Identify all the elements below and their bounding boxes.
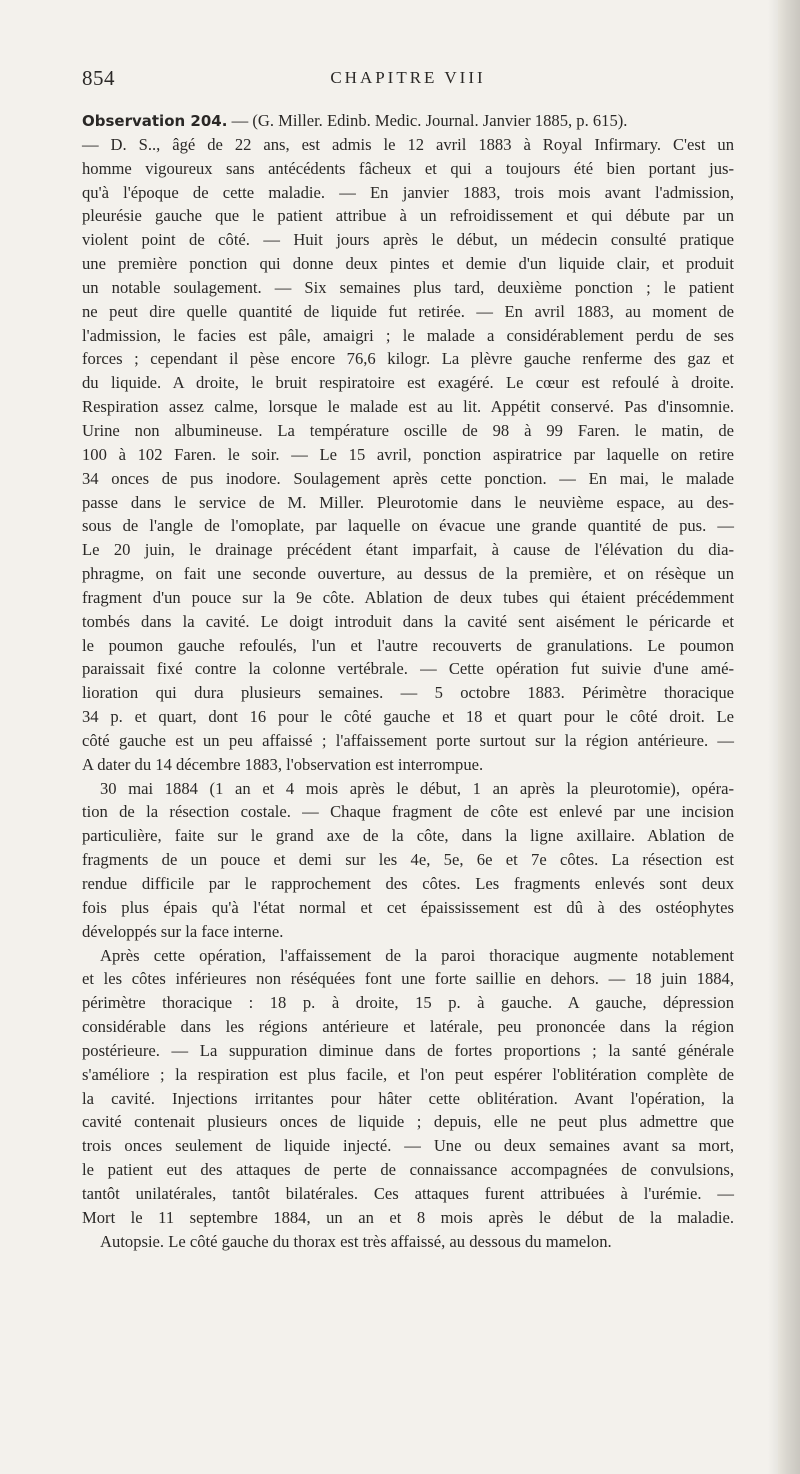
text-line: tombés dans la cavité. Le doigt introduit dans la cavité sent aisément le péricarde et — [82, 611, 734, 631]
text-line: lioration qui dura plusieurs semaines. — 5 octobre 1883. Périmètre thoracique — [82, 683, 734, 703]
text-line: la cavité. Injections irritantes pour hâter cette oblitération. Avant l'opération, la — [82, 1088, 734, 1108]
text-line: un notable soulagement. — Six semaines plus tard, deuxième ponction ; le patient — [82, 277, 734, 297]
text-line: une première ponction qui donne deux pintes et demie d'un liquide clair, et produit — [82, 254, 734, 274]
text-line: Mort le 11 septembre 1884, un an et 8 mois après le début de la maladie. — [82, 1207, 734, 1227]
text-line: fois plus épais qu'à l'état normal et cet épaississement est dû à des ostéophytes — [82, 897, 734, 917]
citation: — (G. Miller. Edinb. Medic. Journal. Janvier 1885, p. 615). — [227, 111, 628, 130]
chapter-title: CHAPITRE VIII — [330, 68, 486, 87]
text-line: 34 p. et quart, dont 16 pour le côté gauche et 18 et quart pour le côté droit. Le — [82, 707, 734, 727]
observation-text — [82, 109, 734, 1254]
text-line: Respiration assez calme, lorsque le malade est au lit. Appétit conservé. Pas d'insomnie. — [82, 397, 734, 417]
text-line: fragment d'un pouce sur la 9e côte. Ablation de deux tubes qui étaient précédemment — [82, 587, 734, 607]
page-header — [82, 66, 734, 96]
text-line: périmètre thoracique : 18 p. à droite, 15 p. à gauche. A gauche, dépression — [82, 993, 734, 1013]
text-line: du liquide. A droite, le bruit respiratoire est exagéré. Le cœur est refoulé à droite. — [82, 373, 734, 393]
text-line: Urine non albumineuse. La température oscille de 98 à 99 Faren. le matin, de — [82, 420, 734, 440]
text-line: fragments de un pouce et demi sur les 4e, 5e, 6e et 7e côtes. La résection est — [82, 850, 734, 870]
page-number: 854 — [82, 66, 115, 90]
text-line — [82, 109, 734, 133]
text-line: côté gauche est un peu affaissé ; l'affaissement porte surtout sur la région antérieure. — — [82, 730, 734, 750]
text-line: Le 20 juin, le drainage précédent étant imparfait, à cause de l'élévation du dia- — [82, 540, 734, 560]
text-line: développés sur la face interne. — [82, 921, 284, 941]
text-line: ne peut dire quelle quantité de liquide fut retirée. — En avril 1883, au moment de — [82, 301, 734, 321]
page-edge — [778, 0, 800, 1474]
text-line: trois onces seulement de liquide injecté. — Une ou deux semaines avant sa mort, — [82, 1136, 734, 1156]
text-line: s'améliore ; la respiration est plus facile, et l'on peut espérer l'oblitération complète de — [82, 1064, 734, 1084]
text-line: 34 onces de pus inodore. Soulagement après cette ponction. — En mai, le malade — [82, 468, 734, 488]
text-line: tion de la résection costale. — Chaque fragment de côte est enlevé par une incision — [82, 802, 734, 822]
text-line: violent point de côté. — Huit jours après le début, un médecin consulté pratique — [82, 230, 734, 250]
text-line: Après cette opération, l'affaissement de la paroi thoracique augmente notablement — [100, 945, 734, 965]
text-line: — D. S.., âgé de 22 ans, est admis le 12 avril 1883 à Royal Infirmary. C'est un — [82, 134, 734, 154]
text-line: le poumon gauche refoulés, l'un et l'autre recouverts de granulations. Le poumon — [82, 635, 734, 655]
text-line: rendue difficile par le rapprochement des côtes. Les fragments enlevés sont deux — [82, 874, 734, 893]
text-line: et les côtes inférieures non réséquées font une forte saillie en dehors. — 18 juin 1884, — [82, 969, 734, 989]
text-line: l'admission, le facies est pâle, amaigri ; le malade a considérablement perdu de ses — [82, 325, 734, 345]
text-line: cavité contenait plusieurs onces de liquide ; depuis, elle ne peut plus admettre que — [82, 1112, 734, 1132]
text-line: 30 mai 1884 (1 an et 4 mois après le début, 1 an après la pleurotomie), opéra- — [100, 778, 734, 798]
text-line: Autopsie. Le côté gauche du thorax est très affaissé, au dessous du mamelon. — [100, 1231, 612, 1251]
observation-title: Observation 204. — [82, 112, 228, 130]
text-line: phragme, on fait une seconde ouverture, au dessus de la première, et on résèque un — [82, 564, 734, 584]
text-line: pleurésie gauche que le patient attribue à un refroidissement et qui débute par un — [82, 206, 734, 226]
text-line: A dater du 14 décembre 1883, l'observation est interrompue. — [82, 754, 484, 774]
text-line: particulière, faite sur le grand axe de la côte, dans la ligne axillaire. Ablation de — [82, 826, 734, 846]
text-line: considérable dans les régions antérieure et latérale, peu prononcée dans la région — [82, 1017, 734, 1037]
text-line: le patient eut des attaques de perte de connaissance accompagnées de convulsions, — [82, 1160, 734, 1180]
text-line: paraissait fixé contre la colonne vertébrale. — Cette opération fut suivie d'une amé- — [82, 659, 734, 679]
text-line: passe dans le service de M. Miller. Pleurotomie dans le neuvième espace, au des- — [82, 492, 734, 512]
page-gutter-shadow — [768, 0, 778, 1474]
text-line: qu'à l'époque de cette maladie. — En janvier 1883, trois mois avant l'admission, — [82, 182, 734, 202]
text-line: forces ; cependant il pèse encore 76,6 kilogr. La plèvre gauche renferme des gaz et — [82, 349, 734, 369]
text-line: postérieure. — La suppuration diminue dans de fortes proportions ; la santé générale — [82, 1040, 734, 1060]
text-line: sous de l'angle de l'omoplate, par laquelle on évacue une grande quantité de pus. — — [82, 516, 734, 536]
text-line: 100 à 102 Faren. le soir. — Le 15 avril, ponction aspiratrice par laquelle on retire — [82, 444, 734, 464]
text-line: homme vigoureux sans antécédents fâcheux et qui a toujours été bien portant jus- — [82, 158, 734, 178]
text-line: tantôt unilatérales, tantôt bilatérales. Ces attaques furent attribuées à l'urémie. — — [82, 1183, 734, 1203]
